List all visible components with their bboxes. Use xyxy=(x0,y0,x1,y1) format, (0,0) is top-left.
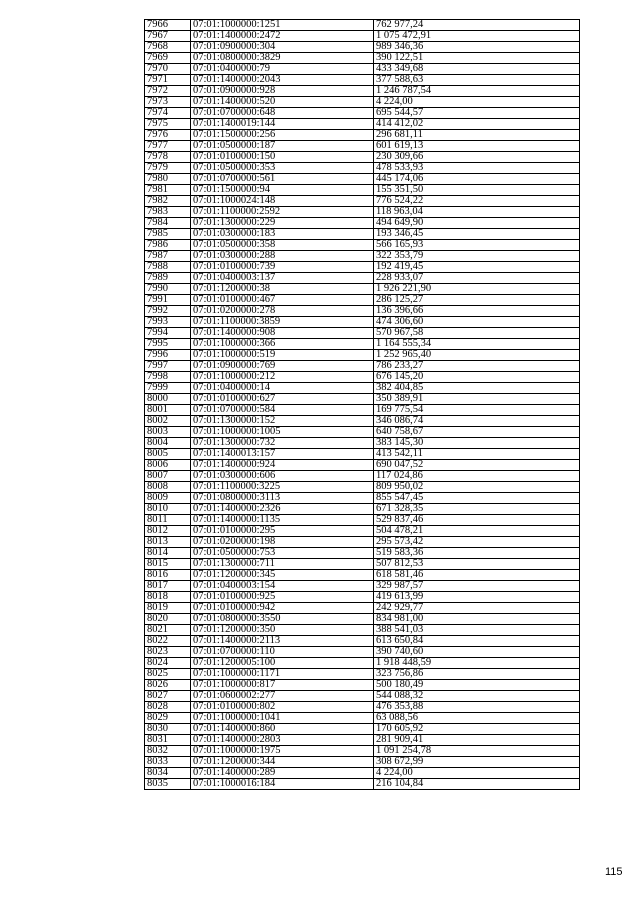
row-number-cell: 8021 xyxy=(145,625,191,636)
row-number-cell: 8035 xyxy=(145,779,191,790)
cadastral-number-cell: 07:01:1300000:152 xyxy=(191,416,374,427)
table-row xyxy=(145,504,580,515)
table-row xyxy=(145,658,580,669)
cadastral-number-cell: 07:01:0500000:353 xyxy=(191,163,374,174)
row-number-cell: 7987 xyxy=(145,251,191,262)
table-row xyxy=(145,713,580,724)
table-row xyxy=(145,207,580,218)
cadastral-number-cell: 07:01:1000000:1171 xyxy=(191,669,374,680)
value-cell: 500 180,49 xyxy=(374,680,580,691)
row-number-cell: 8016 xyxy=(145,570,191,581)
row-number-cell: 8026 xyxy=(145,680,191,691)
row-number-cell: 7994 xyxy=(145,328,191,339)
row-number-cell: 7968 xyxy=(145,42,191,53)
table-row xyxy=(145,295,580,306)
table-row xyxy=(145,449,580,460)
cadastral-number-cell: 07:01:1200000:38 xyxy=(191,284,374,295)
row-number-cell: 8001 xyxy=(145,405,191,416)
value-cell: 4 224,00 xyxy=(374,97,580,108)
table-row xyxy=(145,174,580,185)
row-number-cell: 8025 xyxy=(145,669,191,680)
value-cell: 529 837,46 xyxy=(374,515,580,526)
value-cell: 695 544,57 xyxy=(374,108,580,119)
row-number-cell: 8030 xyxy=(145,724,191,735)
cadastral-number-cell: 07:01:0100000:942 xyxy=(191,603,374,614)
row-number-cell: 8000 xyxy=(145,394,191,405)
row-number-cell: 8015 xyxy=(145,559,191,570)
row-number-cell: 7991 xyxy=(145,295,191,306)
row-number-cell: 7992 xyxy=(145,306,191,317)
row-number-cell: 7986 xyxy=(145,240,191,251)
cadastral-number-cell: 07:01:0600002:277 xyxy=(191,691,374,702)
value-cell: 216 104,84 xyxy=(374,779,580,790)
table-row xyxy=(145,108,580,119)
cadastral-number-cell: 07:01:1000024:148 xyxy=(191,196,374,207)
table-row xyxy=(145,383,580,394)
row-number-cell: 7996 xyxy=(145,350,191,361)
row-number-cell: 7990 xyxy=(145,284,191,295)
row-number-cell: 7975 xyxy=(145,119,191,130)
cadastral-number-cell: 07:01:0900000:928 xyxy=(191,86,374,97)
row-number-cell: 7973 xyxy=(145,97,191,108)
cadastral-number-cell: 07:01:0400003:137 xyxy=(191,273,374,284)
table-row xyxy=(145,537,580,548)
table-row xyxy=(145,735,580,746)
row-number-cell: 8014 xyxy=(145,548,191,559)
value-cell: 295 573,42 xyxy=(374,537,580,548)
cadastral-number-cell: 07:01:0200000:198 xyxy=(191,537,374,548)
row-number-cell: 8008 xyxy=(145,482,191,493)
row-number-cell: 8006 xyxy=(145,460,191,471)
cadastral-number-cell: 07:01:0100000:739 xyxy=(191,262,374,273)
row-number-cell: 7988 xyxy=(145,262,191,273)
value-cell: 377 588,63 xyxy=(374,75,580,86)
table-row xyxy=(145,515,580,526)
cadastral-number-cell: 07:01:0700000:648 xyxy=(191,108,374,119)
row-number-cell: 7993 xyxy=(145,317,191,328)
cadastral-number-cell: 07:01:0800000:3550 xyxy=(191,614,374,625)
cadastral-value-table xyxy=(144,19,580,790)
cadastral-number-cell: 07:01:1400000:2113 xyxy=(191,636,374,647)
table-row xyxy=(145,757,580,768)
value-cell: 776 524,22 xyxy=(374,196,580,207)
cadastral-number-cell: 07:01:1400000:924 xyxy=(191,460,374,471)
cadastral-number-cell: 07:01:0400000:14 xyxy=(191,383,374,394)
row-number-cell: 8018 xyxy=(145,592,191,603)
table-row xyxy=(145,262,580,273)
table-row xyxy=(145,581,580,592)
row-number-cell: 8031 xyxy=(145,735,191,746)
value-cell: 390 122,51 xyxy=(374,53,580,64)
value-cell: 504 478,21 xyxy=(374,526,580,537)
value-cell: 1 164 555,34 xyxy=(374,339,580,350)
table-row xyxy=(145,130,580,141)
cadastral-number-cell: 07:01:1500000:256 xyxy=(191,130,374,141)
table-row xyxy=(145,680,580,691)
table-row xyxy=(145,482,580,493)
cadastral-number-cell: 07:01:1400000:2043 xyxy=(191,75,374,86)
value-cell: 676 145,20 xyxy=(374,372,580,383)
value-cell: 170 605,92 xyxy=(374,724,580,735)
cadastral-number-cell: 07:01:0300000:288 xyxy=(191,251,374,262)
row-number-cell: 7989 xyxy=(145,273,191,284)
cadastral-number-cell: 07:01:0300000:606 xyxy=(191,471,374,482)
cadastral-number-cell: 07:01:1300000:732 xyxy=(191,438,374,449)
table-row xyxy=(145,493,580,504)
value-cell: 618 581,46 xyxy=(374,570,580,581)
row-number-cell: 8022 xyxy=(145,636,191,647)
row-number-cell: 7997 xyxy=(145,361,191,372)
row-number-cell: 8007 xyxy=(145,471,191,482)
row-number-cell: 7982 xyxy=(145,196,191,207)
table-row xyxy=(145,746,580,757)
cadastral-number-cell: 07:01:1000000:1005 xyxy=(191,427,374,438)
cadastral-number-cell: 07:01:0100000:925 xyxy=(191,592,374,603)
cadastral-number-cell: 07:01:0700000:584 xyxy=(191,405,374,416)
value-cell: 494 649,90 xyxy=(374,218,580,229)
cadastral-number-cell: 07:01:1500000:94 xyxy=(191,185,374,196)
table-body xyxy=(145,20,580,790)
value-cell: 414 412,02 xyxy=(374,119,580,130)
value-cell: 322 353,79 xyxy=(374,251,580,262)
value-cell: 192 419,45 xyxy=(374,262,580,273)
value-cell: 786 233,27 xyxy=(374,361,580,372)
row-number-cell: 7981 xyxy=(145,185,191,196)
row-number-cell: 7977 xyxy=(145,141,191,152)
value-cell: 419 613,99 xyxy=(374,592,580,603)
table-row xyxy=(145,394,580,405)
cadastral-number-cell: 07:01:0200000:278 xyxy=(191,306,374,317)
row-number-cell: 7974 xyxy=(145,108,191,119)
value-cell: 1 075 472,91 xyxy=(374,31,580,42)
table-row xyxy=(145,636,580,647)
table-row xyxy=(145,86,580,97)
row-number-cell: 7967 xyxy=(145,31,191,42)
row-number-cell: 8003 xyxy=(145,427,191,438)
table-row xyxy=(145,42,580,53)
cadastral-number-cell: 07:01:0800000:3113 xyxy=(191,493,374,504)
cadastral-number-cell: 07:01:1400000:860 xyxy=(191,724,374,735)
cadastral-number-cell: 07:01:1400000:2326 xyxy=(191,504,374,515)
row-number-cell: 8028 xyxy=(145,702,191,713)
row-number-cell: 8020 xyxy=(145,614,191,625)
value-cell: 476 353,88 xyxy=(374,702,580,713)
table-row xyxy=(145,669,580,680)
value-cell: 1 918 448,59 xyxy=(374,658,580,669)
row-number-cell: 7998 xyxy=(145,372,191,383)
table-row xyxy=(145,361,580,372)
row-number-cell: 8029 xyxy=(145,713,191,724)
table-row xyxy=(145,119,580,130)
value-cell: 413 542,11 xyxy=(374,449,580,460)
table-row xyxy=(145,603,580,614)
row-number-cell: 7980 xyxy=(145,174,191,185)
table-row xyxy=(145,427,580,438)
value-cell: 1 091 254,78 xyxy=(374,746,580,757)
value-cell: 507 812,53 xyxy=(374,559,580,570)
cadastral-number-cell: 07:01:0100000:802 xyxy=(191,702,374,713)
cadastral-number-cell: 07:01:1000016:184 xyxy=(191,779,374,790)
cadastral-number-cell: 07:01:0300000:183 xyxy=(191,229,374,240)
row-number-cell: 7995 xyxy=(145,339,191,350)
table-row xyxy=(145,647,580,658)
value-cell: 519 583,36 xyxy=(374,548,580,559)
row-number-cell: 8024 xyxy=(145,658,191,669)
table-row xyxy=(145,284,580,295)
value-cell: 544 088,32 xyxy=(374,691,580,702)
value-cell: 228 933,07 xyxy=(374,273,580,284)
value-cell: 329 987,57 xyxy=(374,581,580,592)
value-cell: 350 389,91 xyxy=(374,394,580,405)
cadastral-number-cell: 07:01:1000000:519 xyxy=(191,350,374,361)
value-cell: 346 086,74 xyxy=(374,416,580,427)
cadastral-number-cell: 07:01:1000000:817 xyxy=(191,680,374,691)
value-cell: 230 309,66 xyxy=(374,152,580,163)
value-cell: 117 024,86 xyxy=(374,471,580,482)
cadastral-number-cell: 07:01:1000000:1041 xyxy=(191,713,374,724)
table-row xyxy=(145,152,580,163)
cadastral-number-cell: 07:01:1400013:157 xyxy=(191,449,374,460)
cadastral-number-cell: 07:01:1400000:520 xyxy=(191,97,374,108)
cadastral-number-cell: 07:01:1000000:366 xyxy=(191,339,374,350)
value-cell: 566 165,93 xyxy=(374,240,580,251)
table-row xyxy=(145,592,580,603)
value-cell: 281 909,41 xyxy=(374,735,580,746)
table-row xyxy=(145,625,580,636)
table-row xyxy=(145,614,580,625)
value-cell: 383 145,30 xyxy=(374,438,580,449)
cadastral-number-cell: 07:01:0900000:304 xyxy=(191,42,374,53)
table-row xyxy=(145,229,580,240)
table-row xyxy=(145,548,580,559)
row-number-cell: 8033 xyxy=(145,757,191,768)
value-cell: 478 533,93 xyxy=(374,163,580,174)
value-cell: 445 174,06 xyxy=(374,174,580,185)
cadastral-number-cell: 07:01:0900000:769 xyxy=(191,361,374,372)
row-number-cell: 7969 xyxy=(145,53,191,64)
cadastral-number-cell: 07:01:0500000:753 xyxy=(191,548,374,559)
table-row xyxy=(145,251,580,262)
cadastral-number-cell: 07:01:1200000:345 xyxy=(191,570,374,581)
table-row xyxy=(145,702,580,713)
cadastral-number-cell: 07:01:1000000:1975 xyxy=(191,746,374,757)
row-number-cell: 7972 xyxy=(145,86,191,97)
value-cell: 640 758,67 xyxy=(374,427,580,438)
table-row xyxy=(145,416,580,427)
cadastral-number-cell: 07:01:0400003:154 xyxy=(191,581,374,592)
cadastral-number-cell: 07:01:1200000:344 xyxy=(191,757,374,768)
cadastral-number-cell: 07:01:0100000:467 xyxy=(191,295,374,306)
cadastral-number-cell: 07:01:1100000:3225 xyxy=(191,482,374,493)
cadastral-number-cell: 07:01:1300000:229 xyxy=(191,218,374,229)
table-row xyxy=(145,460,580,471)
table-row xyxy=(145,724,580,735)
value-cell: 690 047,52 xyxy=(374,460,580,471)
value-cell: 323 756,86 xyxy=(374,669,580,680)
cadastral-number-cell: 07:01:1400000:908 xyxy=(191,328,374,339)
table-row xyxy=(145,31,580,42)
table-row xyxy=(145,372,580,383)
row-number-cell: 8019 xyxy=(145,603,191,614)
row-number-cell: 7979 xyxy=(145,163,191,174)
value-cell: 474 306,60 xyxy=(374,317,580,328)
cadastral-number-cell: 07:01:1400000:289 xyxy=(191,768,374,779)
row-number-cell: 8011 xyxy=(145,515,191,526)
value-cell: 286 125,27 xyxy=(374,295,580,306)
table-row xyxy=(145,163,580,174)
cadastral-number-cell: 07:01:0500000:358 xyxy=(191,240,374,251)
table-row xyxy=(145,317,580,328)
table-row xyxy=(145,559,580,570)
row-number-cell: 7983 xyxy=(145,207,191,218)
row-number-cell: 7985 xyxy=(145,229,191,240)
table-row xyxy=(145,64,580,75)
row-number-cell: 8005 xyxy=(145,449,191,460)
cadastral-number-cell: 07:01:1400000:2472 xyxy=(191,31,374,42)
page-number: 115 xyxy=(605,866,623,878)
table-row xyxy=(145,97,580,108)
value-cell: 855 547,45 xyxy=(374,493,580,504)
row-number-cell: 7976 xyxy=(145,130,191,141)
row-number-cell: 8002 xyxy=(145,416,191,427)
table-row xyxy=(145,218,580,229)
row-number-cell: 7984 xyxy=(145,218,191,229)
value-cell: 308 672,99 xyxy=(374,757,580,768)
table-row xyxy=(145,779,580,790)
cadastral-number-cell: 07:01:1200005:100 xyxy=(191,658,374,669)
table-row xyxy=(145,471,580,482)
value-cell: 390 740,60 xyxy=(374,647,580,658)
value-cell: 570 967,58 xyxy=(374,328,580,339)
value-cell: 1 246 787,54 xyxy=(374,86,580,97)
value-cell: 382 404,85 xyxy=(374,383,580,394)
table-row xyxy=(145,570,580,581)
cadastral-number-cell: 07:01:1000000:1251 xyxy=(191,20,374,31)
value-cell: 118 963,04 xyxy=(374,207,580,218)
cadastral-number-cell: 07:01:0100000:627 xyxy=(191,394,374,405)
table-row xyxy=(145,350,580,361)
table-row xyxy=(145,306,580,317)
row-number-cell: 8032 xyxy=(145,746,191,757)
row-number-cell: 8034 xyxy=(145,768,191,779)
value-cell: 169 775,54 xyxy=(374,405,580,416)
table-row xyxy=(145,339,580,350)
cadastral-number-cell: 07:01:0800000:3829 xyxy=(191,53,374,64)
cadastral-number-cell: 07:01:0500000:187 xyxy=(191,141,374,152)
cadastral-number-cell: 07:01:0100000:150 xyxy=(191,152,374,163)
table-row xyxy=(145,273,580,284)
value-cell: 4 224,00 xyxy=(374,768,580,779)
value-cell: 601 619,13 xyxy=(374,141,580,152)
table-row xyxy=(145,768,580,779)
table-row xyxy=(145,405,580,416)
cadastral-number-cell: 07:01:0700000:561 xyxy=(191,174,374,185)
table-row xyxy=(145,438,580,449)
value-cell: 388 541,03 xyxy=(374,625,580,636)
table-row xyxy=(145,196,580,207)
value-cell: 242 929,77 xyxy=(374,603,580,614)
value-cell: 136 396,66 xyxy=(374,306,580,317)
row-number-cell: 7971 xyxy=(145,75,191,86)
value-cell: 433 349,68 xyxy=(374,64,580,75)
table-row xyxy=(145,141,580,152)
value-cell: 834 981,00 xyxy=(374,614,580,625)
cadastral-number-cell: 07:01:0700000:110 xyxy=(191,647,374,658)
table-row xyxy=(145,240,580,251)
row-number-cell: 7970 xyxy=(145,64,191,75)
row-number-cell: 7978 xyxy=(145,152,191,163)
value-cell: 671 328,35 xyxy=(374,504,580,515)
table-row xyxy=(145,691,580,702)
value-cell: 989 346,36 xyxy=(374,42,580,53)
table-row xyxy=(145,53,580,64)
row-number-cell: 8013 xyxy=(145,537,191,548)
value-cell: 809 950,02 xyxy=(374,482,580,493)
value-cell: 193 346,45 xyxy=(374,229,580,240)
row-number-cell: 8023 xyxy=(145,647,191,658)
value-cell: 296 681,11 xyxy=(374,130,580,141)
cadastral-number-cell: 07:01:0100000:295 xyxy=(191,526,374,537)
value-cell: 762 977,24 xyxy=(374,20,580,31)
row-number-cell: 8027 xyxy=(145,691,191,702)
value-cell: 613 650,84 xyxy=(374,636,580,647)
value-cell: 155 351,50 xyxy=(374,185,580,196)
row-number-cell: 8009 xyxy=(145,493,191,504)
table-row xyxy=(145,526,580,537)
row-number-cell: 7966 xyxy=(145,20,191,31)
cadastral-number-cell: 07:01:1400019:144 xyxy=(191,119,374,130)
row-number-cell: 7999 xyxy=(145,383,191,394)
cadastral-number-cell: 07:01:0400000:79 xyxy=(191,64,374,75)
cadastral-number-cell: 07:01:1100000:2592 xyxy=(191,207,374,218)
cadastral-number-cell: 07:01:1400000:1135 xyxy=(191,515,374,526)
table-row xyxy=(145,20,580,31)
table-row xyxy=(145,75,580,86)
value-cell: 1 252 965,40 xyxy=(374,350,580,361)
value-cell: 63 088,56 xyxy=(374,713,580,724)
row-number-cell: 8012 xyxy=(145,526,191,537)
table-row xyxy=(145,328,580,339)
cadastral-number-cell: 07:01:1400000:2803 xyxy=(191,735,374,746)
row-number-cell: 8010 xyxy=(145,504,191,515)
row-number-cell: 8017 xyxy=(145,581,191,592)
table-row xyxy=(145,185,580,196)
cadastral-number-cell: 07:01:1300000:711 xyxy=(191,559,374,570)
cadastral-number-cell: 07:01:1100000:3859 xyxy=(191,317,374,328)
row-number-cell: 8004 xyxy=(145,438,191,449)
value-cell: 1 926 221,90 xyxy=(374,284,580,295)
cadastral-number-cell: 07:01:1000000:212 xyxy=(191,372,374,383)
cadastral-number-cell: 07:01:1200000:350 xyxy=(191,625,374,636)
